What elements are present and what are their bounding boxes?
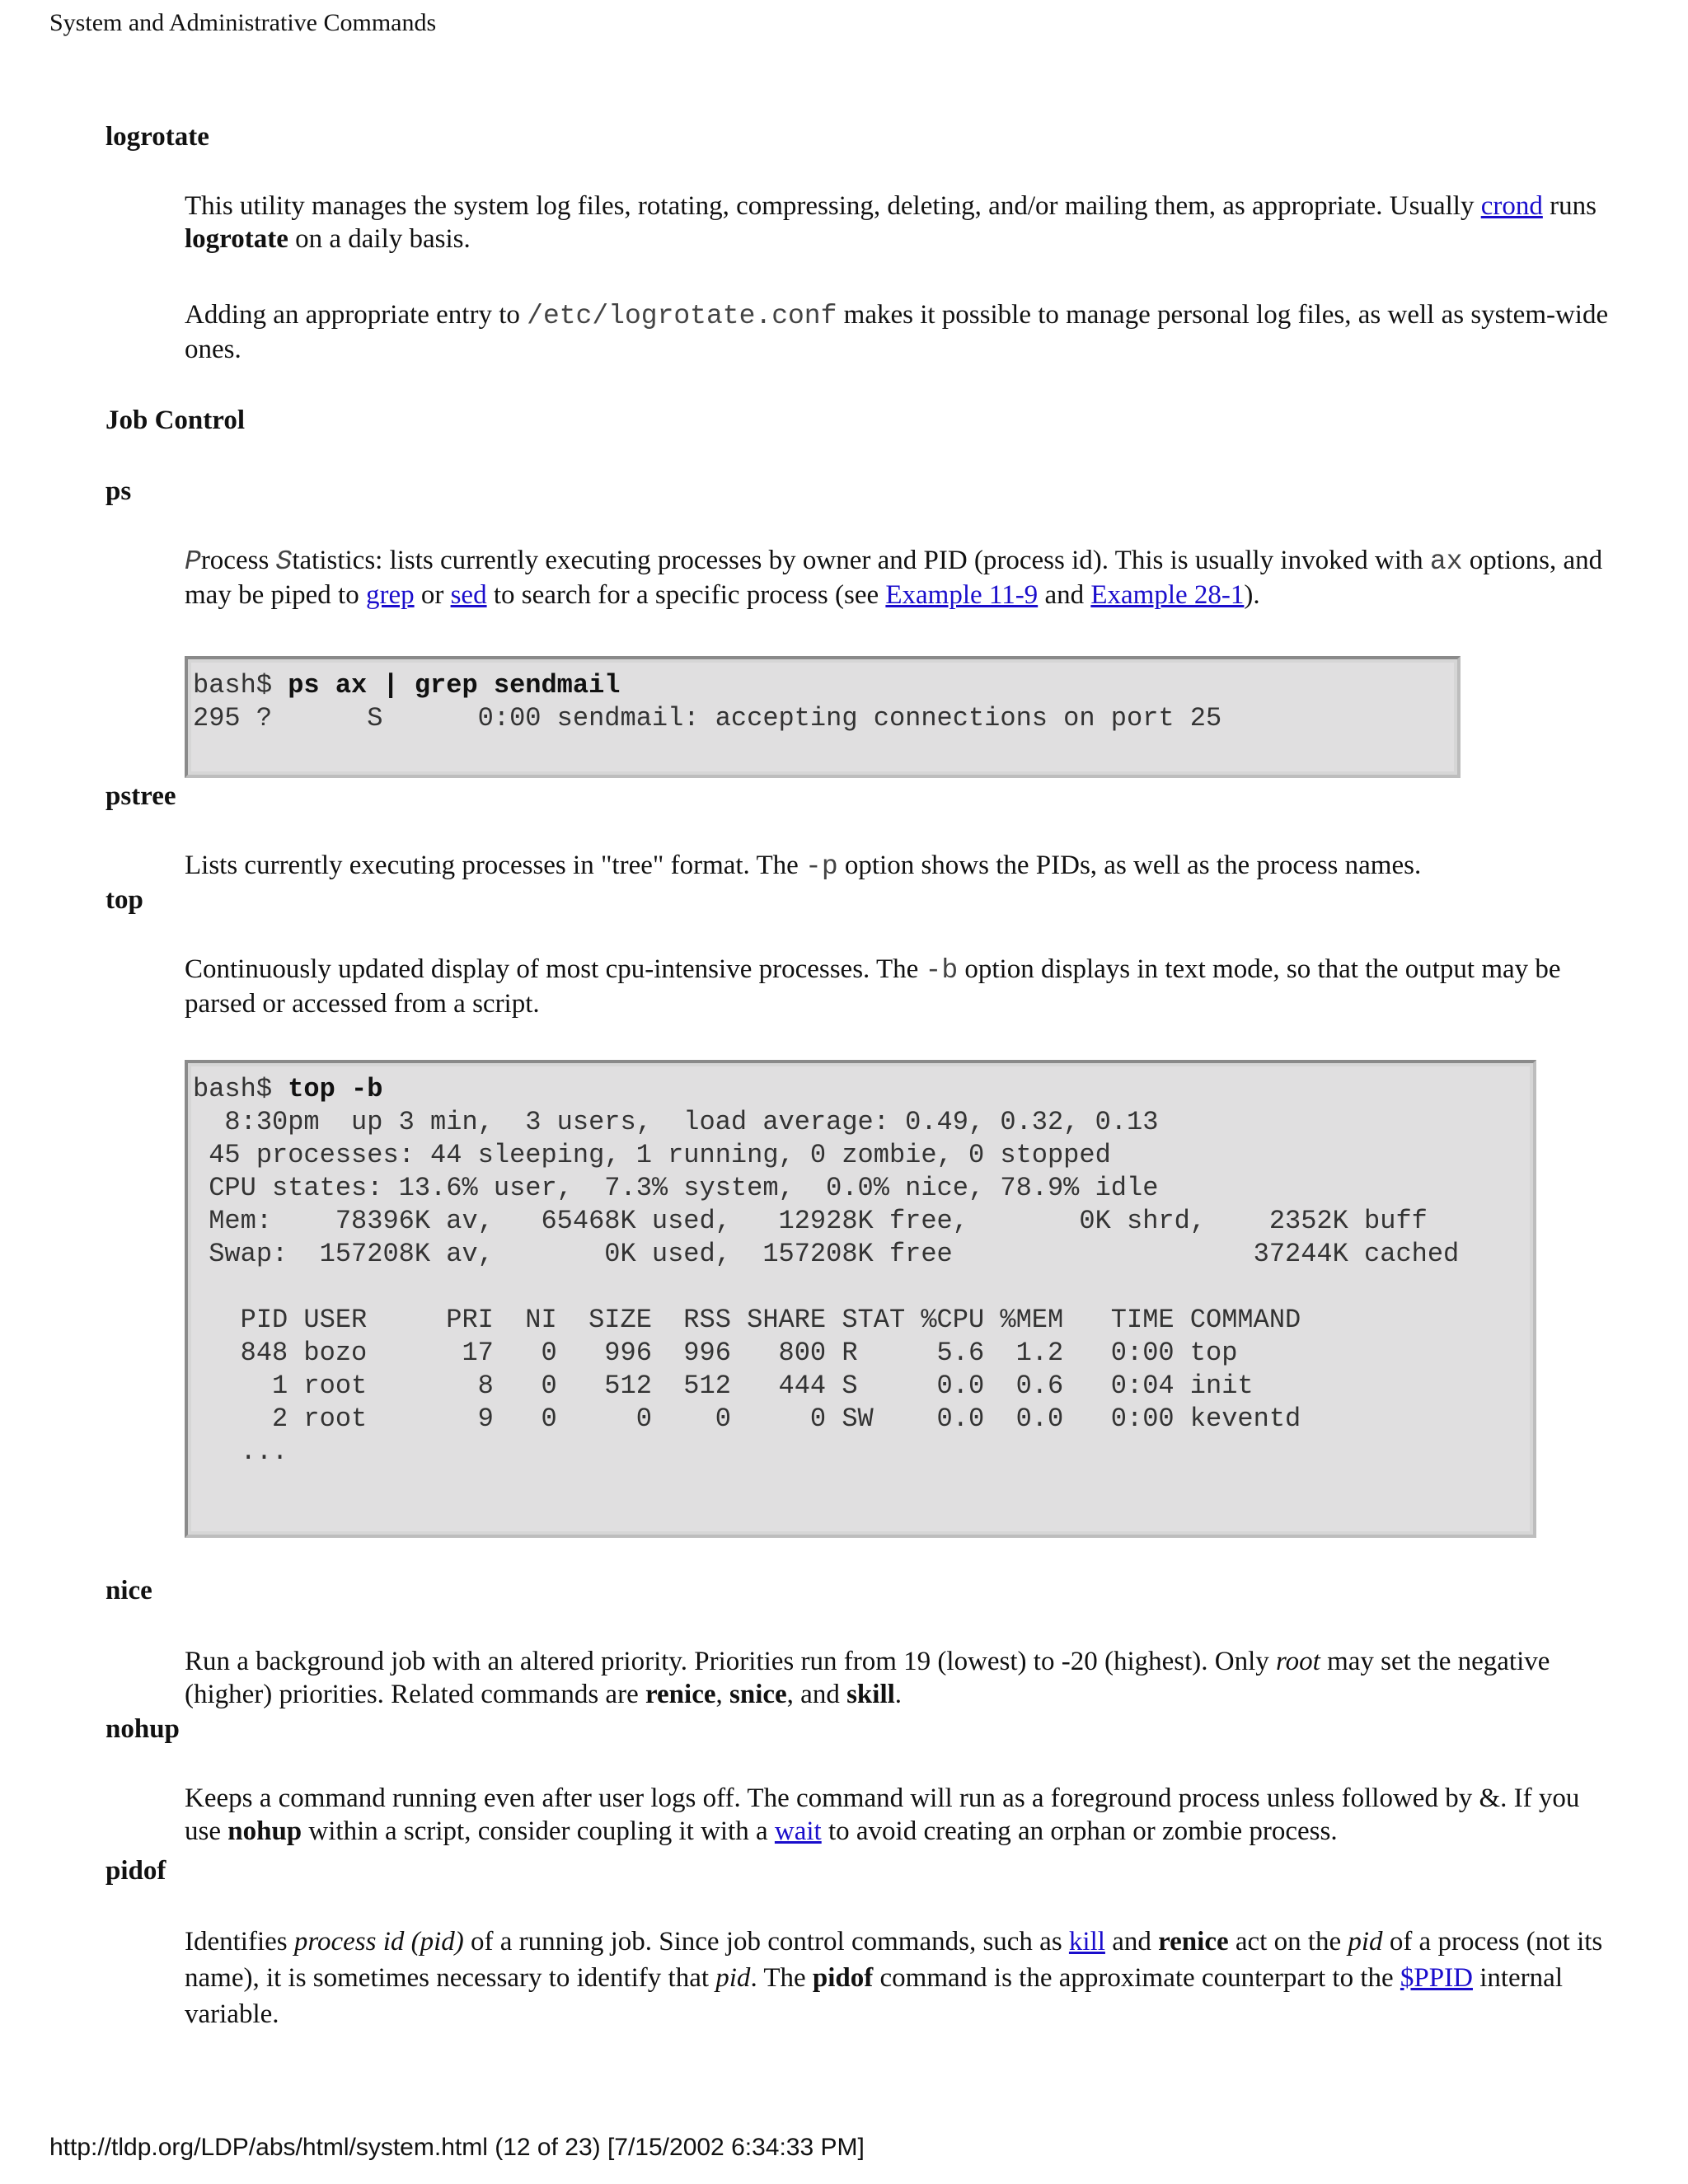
text: act on the: [1228, 1927, 1348, 1957]
pstree-description: [185, 849, 1611, 883]
text: ).: [1244, 580, 1260, 610]
text: on a daily basis.: [288, 224, 471, 254]
link-sed[interactable]: sed: [450, 580, 487, 610]
text: Identifies: [185, 1927, 294, 1957]
text: rocess: [200, 546, 276, 575]
link-kill[interactable]: kill: [1068, 1927, 1105, 1957]
text: or: [414, 580, 451, 610]
text: Run a background job with an altered priority. Priorities run from 19 (lowest) to -20 (highest). Only: [185, 1647, 1277, 1676]
text: may set the negative (higher) priorities. Related commands are: [185, 1647, 1550, 1709]
text: . The: [750, 1963, 813, 1993]
page-footer-url: http://tldp.org/LDP/abs/html/system.html (12 of 23) [7/15/2002 6:34:33 PM]: [49, 2134, 865, 2161]
logrotate-config-note: [185, 298, 1611, 366]
bold-snice: snice: [729, 1680, 787, 1709]
initial-p: P: [185, 546, 201, 577]
bold-nohup: nohup: [227, 1816, 302, 1846]
prompt: bash$: [193, 670, 288, 701]
text: , and: [786, 1680, 847, 1709]
term-nohup: nohup: [106, 1714, 180, 1744]
text: command is the approximate counterpart to the: [873, 1963, 1400, 1993]
page-header: System and Administrative Commands: [49, 9, 437, 36]
bold-skill: skill: [846, 1680, 895, 1709]
code-logrotate-conf: /etc/logrotate.conf: [527, 301, 837, 331]
bold-logrotate: logrotate: [185, 224, 288, 254]
link-grep[interactable]: grep: [365, 580, 415, 610]
text: option shows the PIDs, as well as the process names.: [837, 851, 1422, 880]
term-nice: nice: [106, 1576, 152, 1605]
term-logrotate: logrotate: [106, 122, 209, 152]
text: runs: [1542, 191, 1597, 221]
italic-pid: pid: [715, 1963, 751, 1993]
text: of a process (not its name), it is sometimes necessary to identify that: [185, 1927, 1603, 1993]
link-wait[interactable]: wait: [774, 1816, 822, 1846]
italic-root: root: [1276, 1647, 1320, 1676]
text: and: [1104, 1927, 1159, 1957]
nohup-description: [185, 1782, 1611, 1848]
text: ,: [715, 1680, 729, 1709]
pidof-description: [185, 1924, 1611, 2032]
link-ppid[interactable]: $PPID: [1400, 1963, 1473, 1993]
code-ax: ax: [1429, 546, 1463, 577]
text: to avoid creating an orphan or zombie process.: [821, 1816, 1338, 1846]
text: Continuously updated display of most cpu-intensive processes. The: [185, 954, 926, 984]
top-example-box: [185, 1060, 1536, 1538]
link-crond[interactable]: crond: [1480, 191, 1543, 221]
bold-renice: renice: [1158, 1927, 1229, 1957]
command-output: 8:30pm up 3 min, 3 users, load average: 0.49, 0.32, 0.13 45 processes: 44 sleeping, 1 running, 0 zombie, 0 stopped CPU states: 13.6% user, 7.3% system, 0.0% nice, 78.9% idle Mem: 78396K av, 65468K used, 12928K free, 0K shrd, 2352K buff Swap: 157208K av, 0K used, 157208K free 37244K cached PID USER PRI NI SIZE RSS SHARE STAT %CPU %MEM TIME COMMAND 848 bozo 17 0 996 996 800 R 5.6 1.2 0:00 top 1 root 8 0 512 512 444 S 0.0 0.6 0:04 init 2 root 9 0 0 0 0 SW 0.0 0.0 0:00 keventd ...: [209, 1107, 1460, 1467]
link-example-11-9[interactable]: Example 11-9: [885, 580, 1039, 610]
term-ps: ps: [106, 476, 132, 506]
link-example-28-1[interactable]: Example 28-1: [1090, 580, 1245, 610]
italic-process-id: process id (pid): [293, 1927, 464, 1957]
text: option displays in text mode, so that the output may be parsed or accessed from a script.: [185, 954, 1561, 1019]
code-b-option: -b: [925, 955, 959, 986]
heading-job-control: Job Control: [106, 405, 245, 435]
ps-example-screen: [188, 659, 1457, 745]
text: internal variable.: [185, 1963, 1563, 2029]
text: to search for a specific process (see: [486, 580, 886, 610]
code-p-option: -p: [805, 851, 838, 882]
top-description: [185, 953, 1611, 1020]
text: tatistics: lists currently executing processes by owner and PID (process id). This is usually invoked with: [292, 546, 1430, 575]
text: options, and may be piped to: [185, 546, 1603, 610]
bold-renice: renice: [645, 1680, 716, 1709]
ps-description: [185, 544, 1611, 612]
term-pstree: pstree: [106, 781, 176, 811]
text: Adding an appropriate entry to: [185, 300, 528, 330]
text: Lists currently executing processes in "tree" format. The: [185, 851, 806, 880]
command-output: 295 ? S 0:00 sendmail: accepting connections on port 25: [193, 703, 1222, 733]
text: .: [894, 1680, 903, 1709]
term-pidof: pidof: [106, 1856, 166, 1886]
text: within a script, consider coupling it with a: [302, 1816, 775, 1846]
italic-pid: pid: [1348, 1927, 1383, 1957]
term-top: top: [106, 885, 143, 915]
prompt: bash$: [193, 1074, 288, 1104]
text: This utility manages the system log files, rotating, compressing, deleting, and/or mailing them, as appropriate. Usually: [185, 191, 1481, 221]
command: ps ax | grep sendmail: [288, 670, 621, 701]
top-example-screen: [188, 1063, 1533, 1511]
command: top -b: [288, 1074, 383, 1104]
nice-description: [185, 1645, 1611, 1711]
text: of a running job. Since job control commands, such as: [463, 1927, 1069, 1957]
text: and: [1038, 580, 1091, 610]
initial-s: S: [275, 546, 293, 577]
ps-example-box: [185, 656, 1461, 778]
logrotate-description: [185, 190, 1611, 255]
text: makes it possible to manage personal log files, as well as system-wide ones.: [185, 300, 1609, 364]
text: Keeps a command running even after user logs off. The command will run as a foreground process unless followed by &. If you use: [185, 1783, 1580, 1846]
bold-pidof: pidof: [812, 1963, 874, 1993]
